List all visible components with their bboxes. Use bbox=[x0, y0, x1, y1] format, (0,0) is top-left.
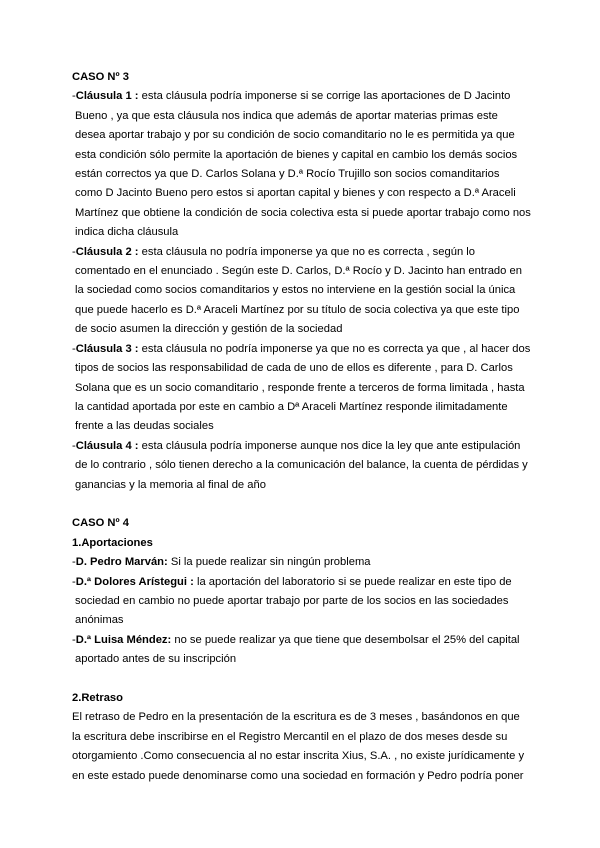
retraso-heading: 2.Retraso bbox=[72, 691, 123, 704]
clausula-4-label: Cláusula 4 : bbox=[75, 439, 139, 452]
aportacion-dolores: -D.ª Dolores Arístegui : la aportación del laboratorio si se puede realizar en este tipo de sociedad en cambio no puede aportar trabajo por parte de los socios en las sociedades anónimas bbox=[72, 575, 512, 627]
clausula-3-label: Cláusula 3 : bbox=[75, 342, 139, 355]
clausula-3: -Cláusula 3 : esta cláusula no podría imponerse ya que no es correcta ya que , al hacer dos tipos de socios las responsabilidad de cada de uno de ellos es diferente , para D. Carlos Solana que es un socio comanditario , responde frente a terceros de forma limitada , hasta la cantidad aportada por este en cambio a Dª Araceli Martínez responde ilimitadamente frente a las deudas sociales bbox=[72, 342, 531, 433]
clausula-4: -Cláusula 4 : esta cláusula podría imponerse aunque nos dice la ley que ante estipulación de lo contrario , sólo tienen derecho a la comunicación del balance, la cuenta de pérdidas y ganancias y la memoria al final de año bbox=[72, 439, 528, 491]
caso-3-heading: CASO Nº 3 bbox=[72, 71, 129, 83]
luisa-label: D.ª Luisa Méndez: bbox=[75, 633, 172, 646]
aportacion-pedro: -D. Pedro Marván: Si la puede realizar sin ningún problema bbox=[72, 556, 371, 569]
pedro-label: D. Pedro Marván: bbox=[75, 556, 168, 569]
aportacion-luisa: -D.ª Luisa Méndez: no se puede realizar ya que tiene que desembolsar el 25% del capital aportado antes de su inscripción bbox=[72, 633, 520, 666]
aportaciones-heading: 1.Aportaciones bbox=[72, 536, 153, 549]
clausula-1-label: Cláusula 1 : bbox=[75, 90, 139, 103]
dolores-label: D.ª Dolores Arístegui : bbox=[75, 575, 194, 588]
clausula-2: -Cláusula 2 : esta cláusula no podría imponerse ya que no es correcta , según lo comentado en el enunciado . Según este D. Carlos, D.ª Rocío y D. Jacinto han entrado en la sociedad como socios comanditarios y estos no interviene en la gestión social la única que puede hacerlo es D.ª Araceli Martínez por su título de socia colectiva ya que este tipo de socio asumen la dirección y gestión de la sociedad bbox=[72, 245, 522, 336]
clausula-2-label: Cláusula 2 : bbox=[75, 245, 139, 258]
retraso-paragraph: El retraso de Pedro en la presentación de la escritura es de 3 meses , basándonos en que la escritura debe inscribirse en el Registro Mercantil en el plazo de dos meses desde su otorgamiento .Como consecuencia al no estar inscrita Xius, S.A. , no existe jurídicamente y en este estado puede denominarse como una sociedad en formación y Pedro podría poner bbox=[72, 711, 525, 782]
clausula-1: -Cláusula 1 : esta cláusula podría imponerse si se corrige las aportaciones de D Jacinto Bueno , ya que esta cláusula nos indica que además de aportar materias primas este desea aportar trabajo y por su condición de socio comanditario no le es permitida ya que esta condición sólo permite la aportación de bienes y capital en cambio los demás socios están correctos ya que D. Carlos Solana y D.ª Rocío Trujillo son socios comanditarios como D Jacinto Bueno pero estos si aportan capital y bienes y con respecto a D.ª Araceli Martínez que obtiene la condición de socia colectiva esta si puede aportar trabajo como nos indica dicha cláusula bbox=[72, 90, 531, 239]
document-body bbox=[72, 68, 532, 786]
caso-4-heading: CASO Nº 4 bbox=[72, 517, 129, 530]
